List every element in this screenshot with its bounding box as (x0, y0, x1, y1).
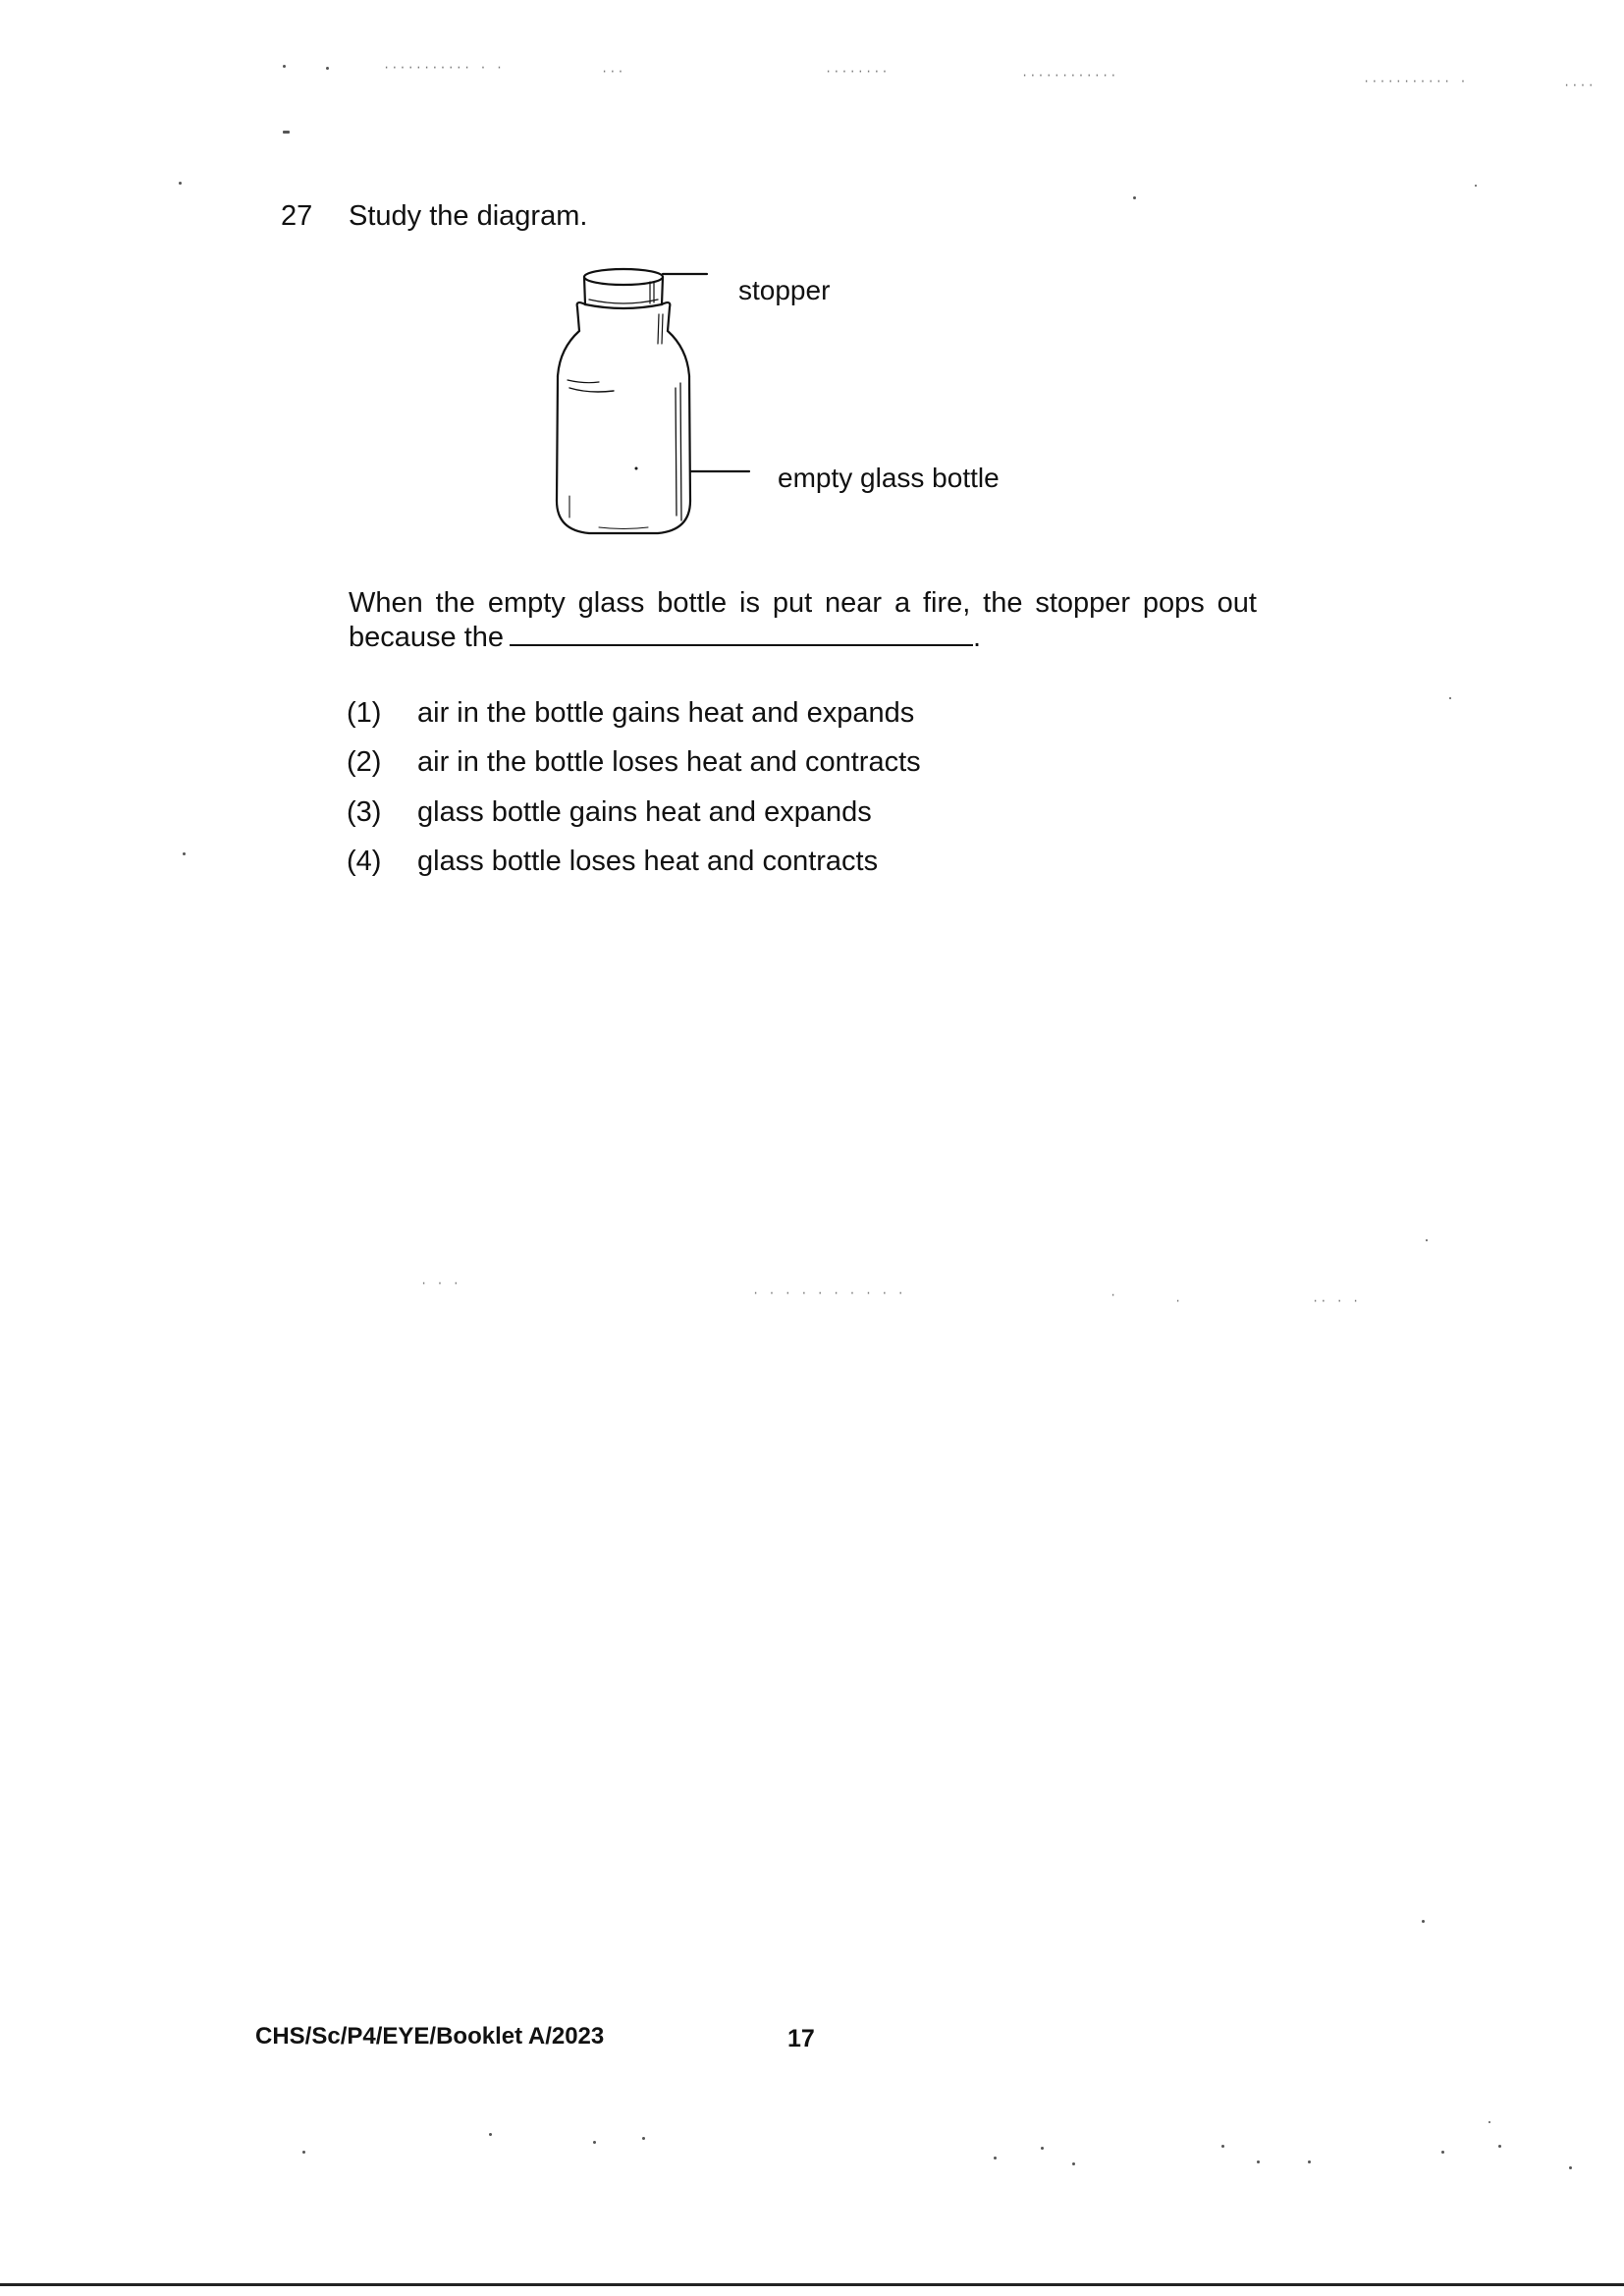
sentence-word: near (825, 587, 883, 619)
scan-speck (1072, 2162, 1075, 2165)
sentence-line-1 (349, 587, 1257, 619)
sentence-start: because the (349, 622, 505, 653)
scan-speck (1449, 697, 1451, 699)
option-text: glass bottle gains heat and expands (417, 796, 872, 828)
stopper-label: stopper (738, 275, 831, 305)
scan-noise: · · · (420, 1277, 461, 1290)
question-stem: Study the diagram. (349, 200, 588, 232)
sentence-word: pops (1142, 587, 1205, 619)
scan-speck (326, 67, 329, 70)
scan-speck (593, 2141, 596, 2144)
scan-noise: ··· (601, 65, 625, 79)
scan-noise: ·· · · (1312, 1294, 1361, 1308)
scan-noise: · · · · · · · · · · (752, 1286, 905, 1300)
scan-speck (994, 2157, 997, 2159)
scan-speck (302, 2151, 305, 2154)
scan-speck (183, 852, 186, 855)
scan-noise: ···· (1563, 79, 1596, 92)
sentence-word: stopper (1035, 587, 1131, 619)
bottle-diagram (540, 260, 1051, 555)
sentence-word: When (349, 587, 423, 619)
scan-speck (1133, 196, 1136, 199)
sentence-word: a (893, 587, 911, 619)
option-text: glass bottle loses heat and contracts (417, 846, 879, 877)
question-number: 27 (281, 200, 313, 232)
scan-noise: ········ (825, 65, 890, 79)
booklet-code: CHS/Sc/P4/EYE/Booklet A/2023 (255, 2023, 605, 2050)
sentence-word: glass (577, 587, 645, 619)
sentence-word: the (435, 587, 475, 619)
scan-noise: · (1174, 1294, 1183, 1308)
option-number: (3) (347, 796, 382, 828)
scan-speck (1422, 1920, 1425, 1923)
scan-speck (489, 2133, 492, 2136)
page-bottom-edge (0, 2283, 1624, 2286)
sentence-word: out (1217, 587, 1257, 619)
sentence-word: is (739, 587, 760, 619)
option-text: air in the bottle gains heat and expands (417, 697, 915, 729)
question-sentence (349, 587, 1257, 653)
sentence-word: the (983, 587, 1023, 619)
sentence-word: empty (487, 587, 566, 619)
option-4 (347, 846, 878, 878)
scan-speck (1569, 2166, 1572, 2169)
scan-speck (1441, 2151, 1444, 2154)
scan-speck (1489, 2121, 1490, 2123)
scan-noise: ············ (1021, 69, 1118, 82)
scan-speck (1041, 2147, 1044, 2150)
page-number: 17 (787, 2025, 815, 2052)
scan-noise: ··········· · · (383, 61, 505, 75)
scan-speck (1221, 2145, 1224, 2148)
option-number: (1) (347, 697, 382, 729)
scan-speck (283, 65, 286, 68)
sentence-word: bottle (657, 587, 728, 619)
bottle-label: empty glass bottle (778, 463, 1000, 493)
scan-noise: ··········· · (1363, 75, 1468, 88)
scan-speck (1475, 185, 1477, 187)
scan-speck (1308, 2160, 1311, 2163)
sentence-word: fire, (922, 587, 971, 619)
scan-speck (283, 131, 290, 134)
option-3 (347, 796, 872, 829)
scan-speck (1498, 2145, 1501, 2148)
scan-noise: · (1110, 1288, 1118, 1302)
answer-blank (510, 619, 973, 646)
sentence-line-2 (349, 619, 1257, 653)
sentence-word: put (772, 587, 813, 619)
scan-speck (1426, 1239, 1428, 1241)
sentence-end: . (973, 622, 982, 653)
scan-speck (1257, 2160, 1260, 2163)
scan-speck (642, 2137, 645, 2140)
option-2 (347, 746, 921, 779)
scan-speck (179, 182, 182, 185)
option-number: (4) (347, 846, 382, 877)
option-number: (2) (347, 746, 382, 778)
option-text: air in the bottle loses heat and contracts (417, 746, 921, 778)
option-1 (347, 697, 914, 730)
